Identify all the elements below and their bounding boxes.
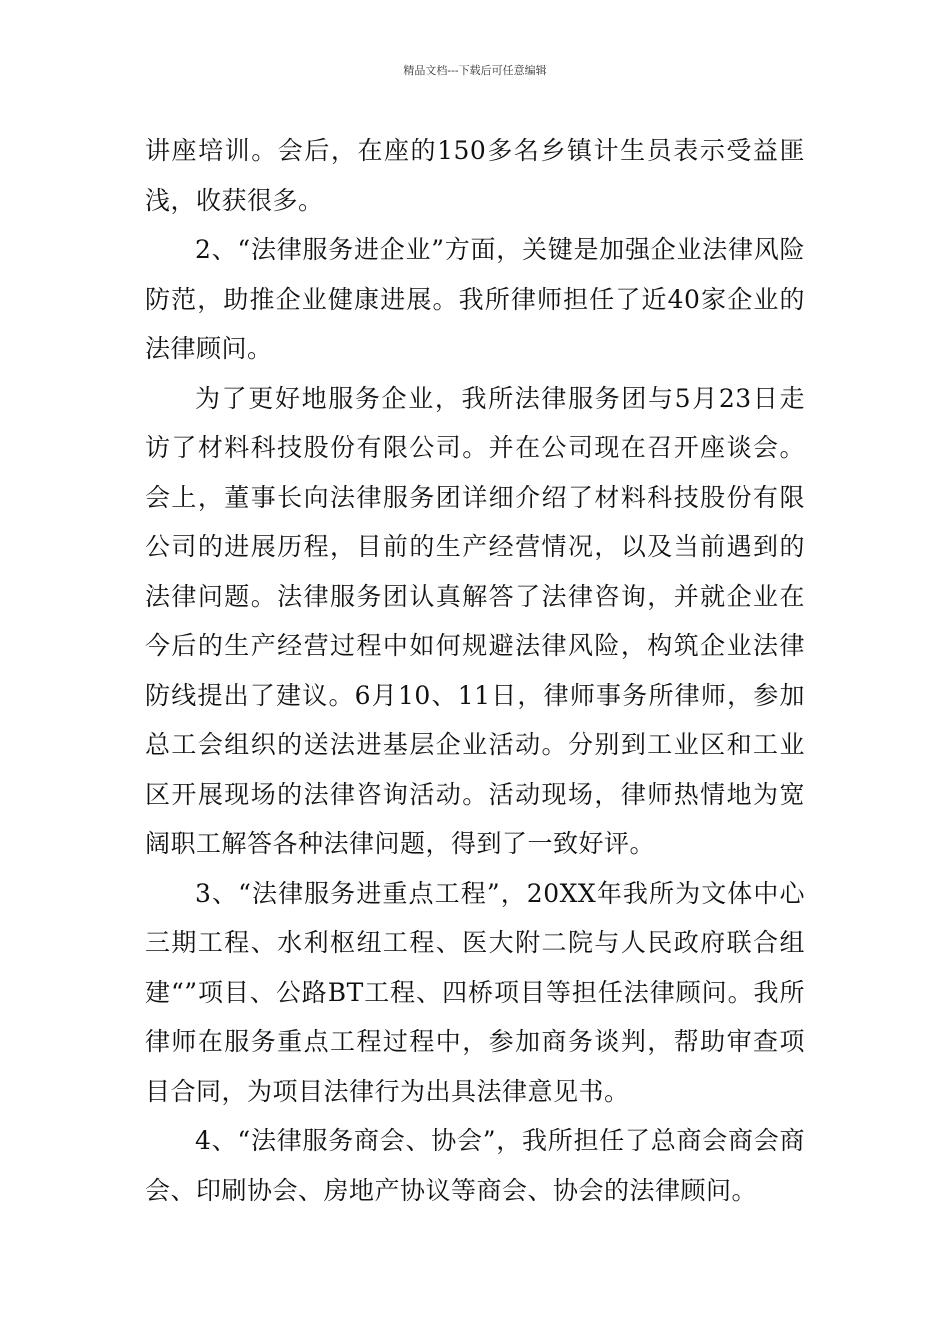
document-body [145,126,805,1215]
paragraph-2: 2、“法律服务进企业”方面，关键是加强企业法律风险防范，助推企业健康进展。我所律师担任了近40家企业的法律顾问。 [145,235,805,363]
paragraph-1: 讲座培训。会后，在座的150多名乡镇计生员表示受益匪浅，收获很多。 [145,136,805,215]
paragraph-4: 3、“法律服务进重点工程”，20XX年我所为文体中心三期工程、水利枢纽工程、医大附二院与人民政府联合组建“”项目、公路BT工程、四桥项目等担任法律顾问。我所律师在服务重点工程过程中，参加商务谈判，帮助审查项目合同，为项目法律行为出具法律意见书。 [145,878,805,1106]
paragraph-3: 为了更好地服务企业，我所法律服务团与5月23日走访了材料科技股份有限公司。并在公司现在召开座谈会。会上，董事长向法律服务团详细介绍了材料科技股份有限公司的进展历程，目前的生产经营情况，以及当前遇到的法律问题。法律服务团认真解答了法律咨询，并就企业在今后的生产经营过程中如何规避法律风险，构筑企业法律防线提出了建议。6月10、11日，律师事务所律师，参加总工会组织的送法进基层企业活动。分别到工业区和工业区开展现场的法律咨询活动。活动现场，律师热情地为宽阔职工解答各种法律问题，得到了一致好评。 [145,383,805,858]
paragraph-5: 4、“法律服务商会、协会”，我所担任了总商会商会商会、印刷协会、房地产协议等商会、协会的法律顾问。 [145,1126,805,1205]
page-header: 精品文档---下载后可任意编辑 [403,64,547,77]
